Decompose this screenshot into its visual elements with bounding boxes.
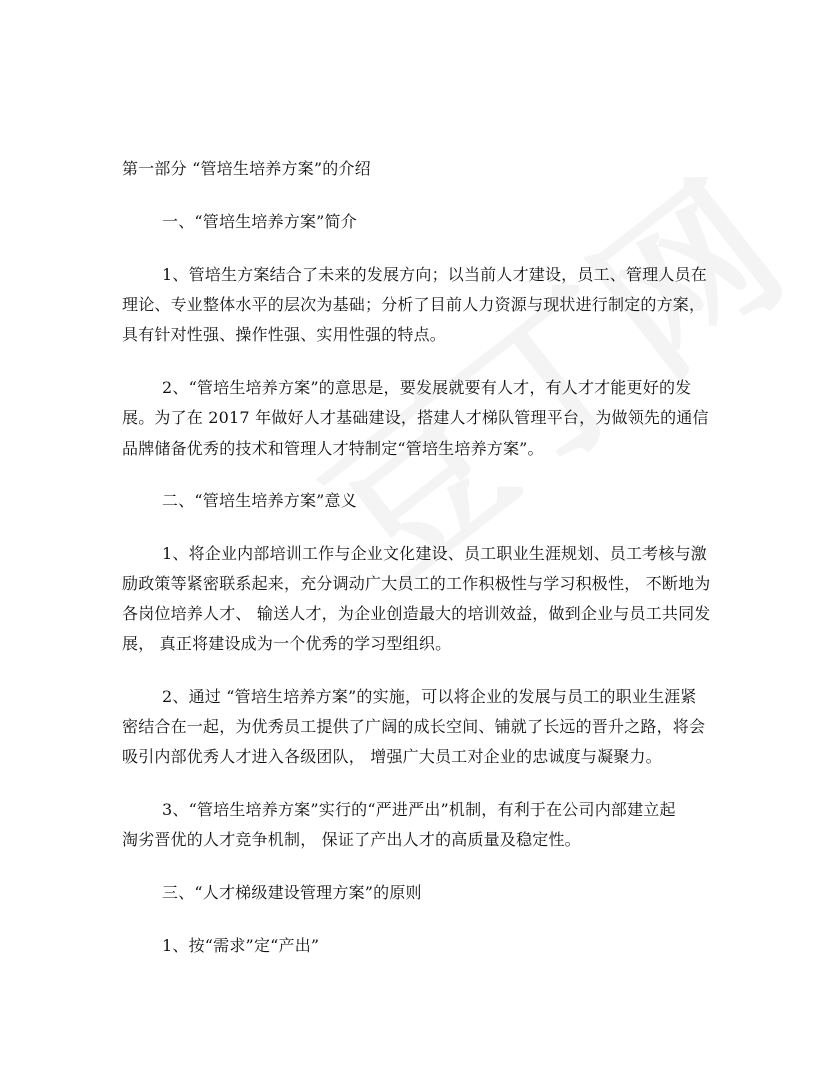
paragraph-line: 励政策等紧密联系起来，充分调动广大员工的工作积极性与学习积极性， 不断地为 xyxy=(122,574,711,593)
paragraph-line: 密结合在一起，为优秀员工提供了广阔的成长空间、铺就了长远的晋升之路，将会 xyxy=(122,717,706,736)
paragraph-line: 品牌储备优秀的技术和管理人才特制定“管培生培养方案”。 xyxy=(122,439,544,458)
paragraph-line: 淘劣晋优的人才竞争机制， 保证了产出人才的高质量及稳定性。 xyxy=(122,830,581,849)
section-2-heading: 二、“管培生培养方案”意义 xyxy=(162,491,357,510)
section-3-item-1: 1、按“需求”定“产出” xyxy=(162,936,320,955)
section-3-heading: 三、“人才梯级建设管理方案”的原则 xyxy=(162,883,422,902)
paragraph-line: 3、“管培生培养方案”实行的“严进严出”机制，有利于在公司内部建立起 xyxy=(162,800,676,819)
paragraph-line: 2、“管培生培养方案”的意思是，要发展就要有人才，有人才才能更好的发 xyxy=(162,378,692,397)
paragraph-line: 2、通过 “管培生培养方案”的实施，可以将企业的发展与员工的职业生涯紧 xyxy=(162,687,697,706)
paragraph-line: 理论、专业整体水平的层次为基础；分析了目前人力资源与现状进行制定的方案， xyxy=(122,295,706,314)
paragraph-line: 展。为了在 2017 年做好人才基础建设，搭建人才梯队管理平台，为做领先的通信 xyxy=(122,408,709,427)
paragraph-line: 吸引内部优秀人才进入各级团队， 增强广大员工对企业的忠诚度与凝聚力。 xyxy=(122,747,662,766)
paragraph-line: 展， 真正将建设成为一个优秀的学习型组织。 xyxy=(122,634,452,653)
paragraph-line: 各岗位培养人才、 输送人才，为企业创造最大的培训效益，做到企业与员工共同发 xyxy=(122,604,711,623)
paragraph-line: 1、将企业内部培训工作与企业文化建设、员工职业生涯规划、员工考核与激 xyxy=(162,544,707,563)
section-1-heading: 一、“管培生培养方案”简介 xyxy=(162,212,357,231)
paragraph-line: 具有针对性强、操作性强、实用性强的特点。 xyxy=(122,325,447,344)
part-title: 第一部分 “管培生培养方案”的介绍 xyxy=(122,159,371,178)
paragraph-line: 1、管培生方案结合了未来的发展方向；以当前人才建设，员工、管理人员在 xyxy=(162,265,707,284)
